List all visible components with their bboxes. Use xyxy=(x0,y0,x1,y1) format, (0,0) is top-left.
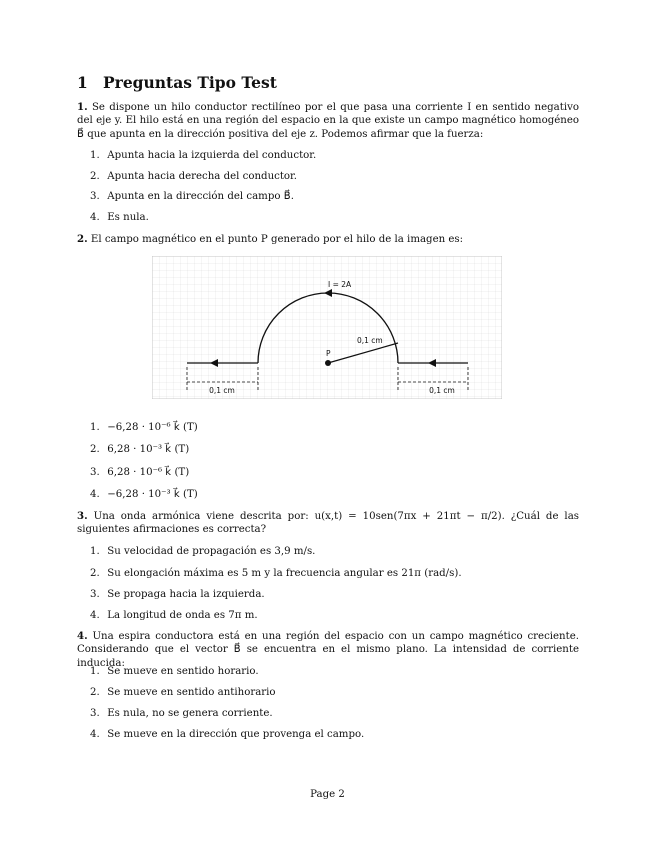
option-text: Se mueve en sentido horario. xyxy=(107,666,259,677)
question-2-option-2 xyxy=(90,443,189,456)
option-text: Es nula, no se genera corriente. xyxy=(107,708,273,719)
option-number: 4. xyxy=(90,610,100,621)
point-p-label: P xyxy=(326,349,331,358)
page-number: Page 2 xyxy=(310,789,345,800)
question-3-option-2 xyxy=(90,567,462,580)
option-number: 2. xyxy=(90,444,100,455)
question-4-option-2 xyxy=(90,686,276,699)
option-number: 3. xyxy=(90,467,100,478)
question-3-option-4 xyxy=(90,609,258,622)
current-label: I = 2A xyxy=(328,280,352,289)
option-text: 6,28 · 10⁻⁶ k⃗ (T) xyxy=(107,467,190,478)
option-text: Apunta hacia la izquierda del conductor. xyxy=(107,150,317,161)
question-2-option-1 xyxy=(90,421,198,434)
option-text: −6,28 · 10⁻³ k⃗ (T) xyxy=(107,489,198,500)
option-text: Apunta en la dirección del campo B⃗. xyxy=(107,191,294,202)
question-3-option-1 xyxy=(90,545,315,558)
option-number: 3. xyxy=(90,708,100,719)
option-text: Se mueve en la dirección que provenga el campo. xyxy=(107,729,365,740)
option-text: Su elongación máxima es 5 m y la frecuencia angular es 21π (rad/s). xyxy=(107,568,462,579)
option-text: Apunta hacia derecha del conductor. xyxy=(107,171,298,182)
question-3 xyxy=(77,510,579,537)
option-text: Se propaga hacia la izquierda. xyxy=(107,589,265,600)
question-4-option-4 xyxy=(90,728,364,741)
option-text: Es nula. xyxy=(107,212,149,223)
option-number: 1. xyxy=(90,150,100,161)
question-text: Se dispone un hilo conductor rectilíneo por el que pasa una corriente I en sentido negativo del eje y. El hilo está en una región del espacio en la que existe un campo magnético homogéneo B⃗ que apunta en la dirección positiva del eje z. Podemos afirmar que la fuerza: xyxy=(77,102,579,140)
option-text: 6,28 · 10⁻³ k⃗ (T) xyxy=(107,444,190,455)
question-text: Una espira conductora está en una región del espacio con un campo magnético creciente. Considerando que el vector B⃗ se encuentra en el mismo plano. La intensidad de corriente inducida: xyxy=(77,631,579,669)
section-heading xyxy=(77,73,277,92)
grid-background xyxy=(152,256,502,399)
option-text: Su velocidad de propagación es 3,9 m/s. xyxy=(107,546,316,557)
question-1-option-1 xyxy=(90,149,316,162)
question-3-option-3 xyxy=(90,588,265,601)
question-2 xyxy=(77,233,579,246)
wire-figure xyxy=(152,256,502,399)
question-4-option-3 xyxy=(90,707,273,720)
point-p-dot xyxy=(325,360,331,366)
option-number: 4. xyxy=(90,729,100,740)
option-number: 2. xyxy=(90,568,100,579)
option-number: 4. xyxy=(90,489,100,500)
question-2-option-4 xyxy=(90,488,198,501)
option-text: Se mueve en sentido antihorario xyxy=(107,687,276,698)
option-number: 2. xyxy=(90,687,100,698)
section-number: 1 xyxy=(77,73,88,92)
question-1-option-4 xyxy=(90,211,149,224)
question-number: 1. xyxy=(77,101,88,113)
question-1-option-3 xyxy=(90,190,294,203)
question-1 xyxy=(77,101,579,141)
question-number: 4. xyxy=(77,630,88,642)
question-4-option-1 xyxy=(90,665,259,678)
section-title: Preguntas Tipo Test xyxy=(103,73,277,92)
left-dimension-label: 0,1 cm xyxy=(209,386,235,395)
option-number: 1. xyxy=(90,422,100,433)
question-text: El campo magnético en el punto P generado por el hilo de la imagen es: xyxy=(90,234,464,245)
question-text: Una onda armónica viene descrita por: u(x,t) = 10sen(7πx + 21πt − π/2). ¿Cuál de las siguientes afirmaciones es correcta? xyxy=(77,511,579,536)
radius-label: 0,1 cm xyxy=(357,336,383,345)
option-number: 4. xyxy=(90,212,100,223)
option-number: 1. xyxy=(90,546,100,557)
option-text: −6,28 · 10⁻⁶ k⃗ (T) xyxy=(107,422,198,433)
option-number: 3. xyxy=(90,589,100,600)
right-dimension-label: 0,1 cm xyxy=(429,386,455,395)
question-2-option-3 xyxy=(90,466,189,479)
option-number: 2. xyxy=(90,171,100,182)
option-number: 3. xyxy=(90,191,100,202)
option-number: 1. xyxy=(90,666,100,677)
question-1-option-2 xyxy=(90,170,297,183)
question-number: 3. xyxy=(77,510,88,522)
question-number: 2. xyxy=(77,233,88,245)
option-text: La longitud de onda es 7π m. xyxy=(107,610,258,621)
